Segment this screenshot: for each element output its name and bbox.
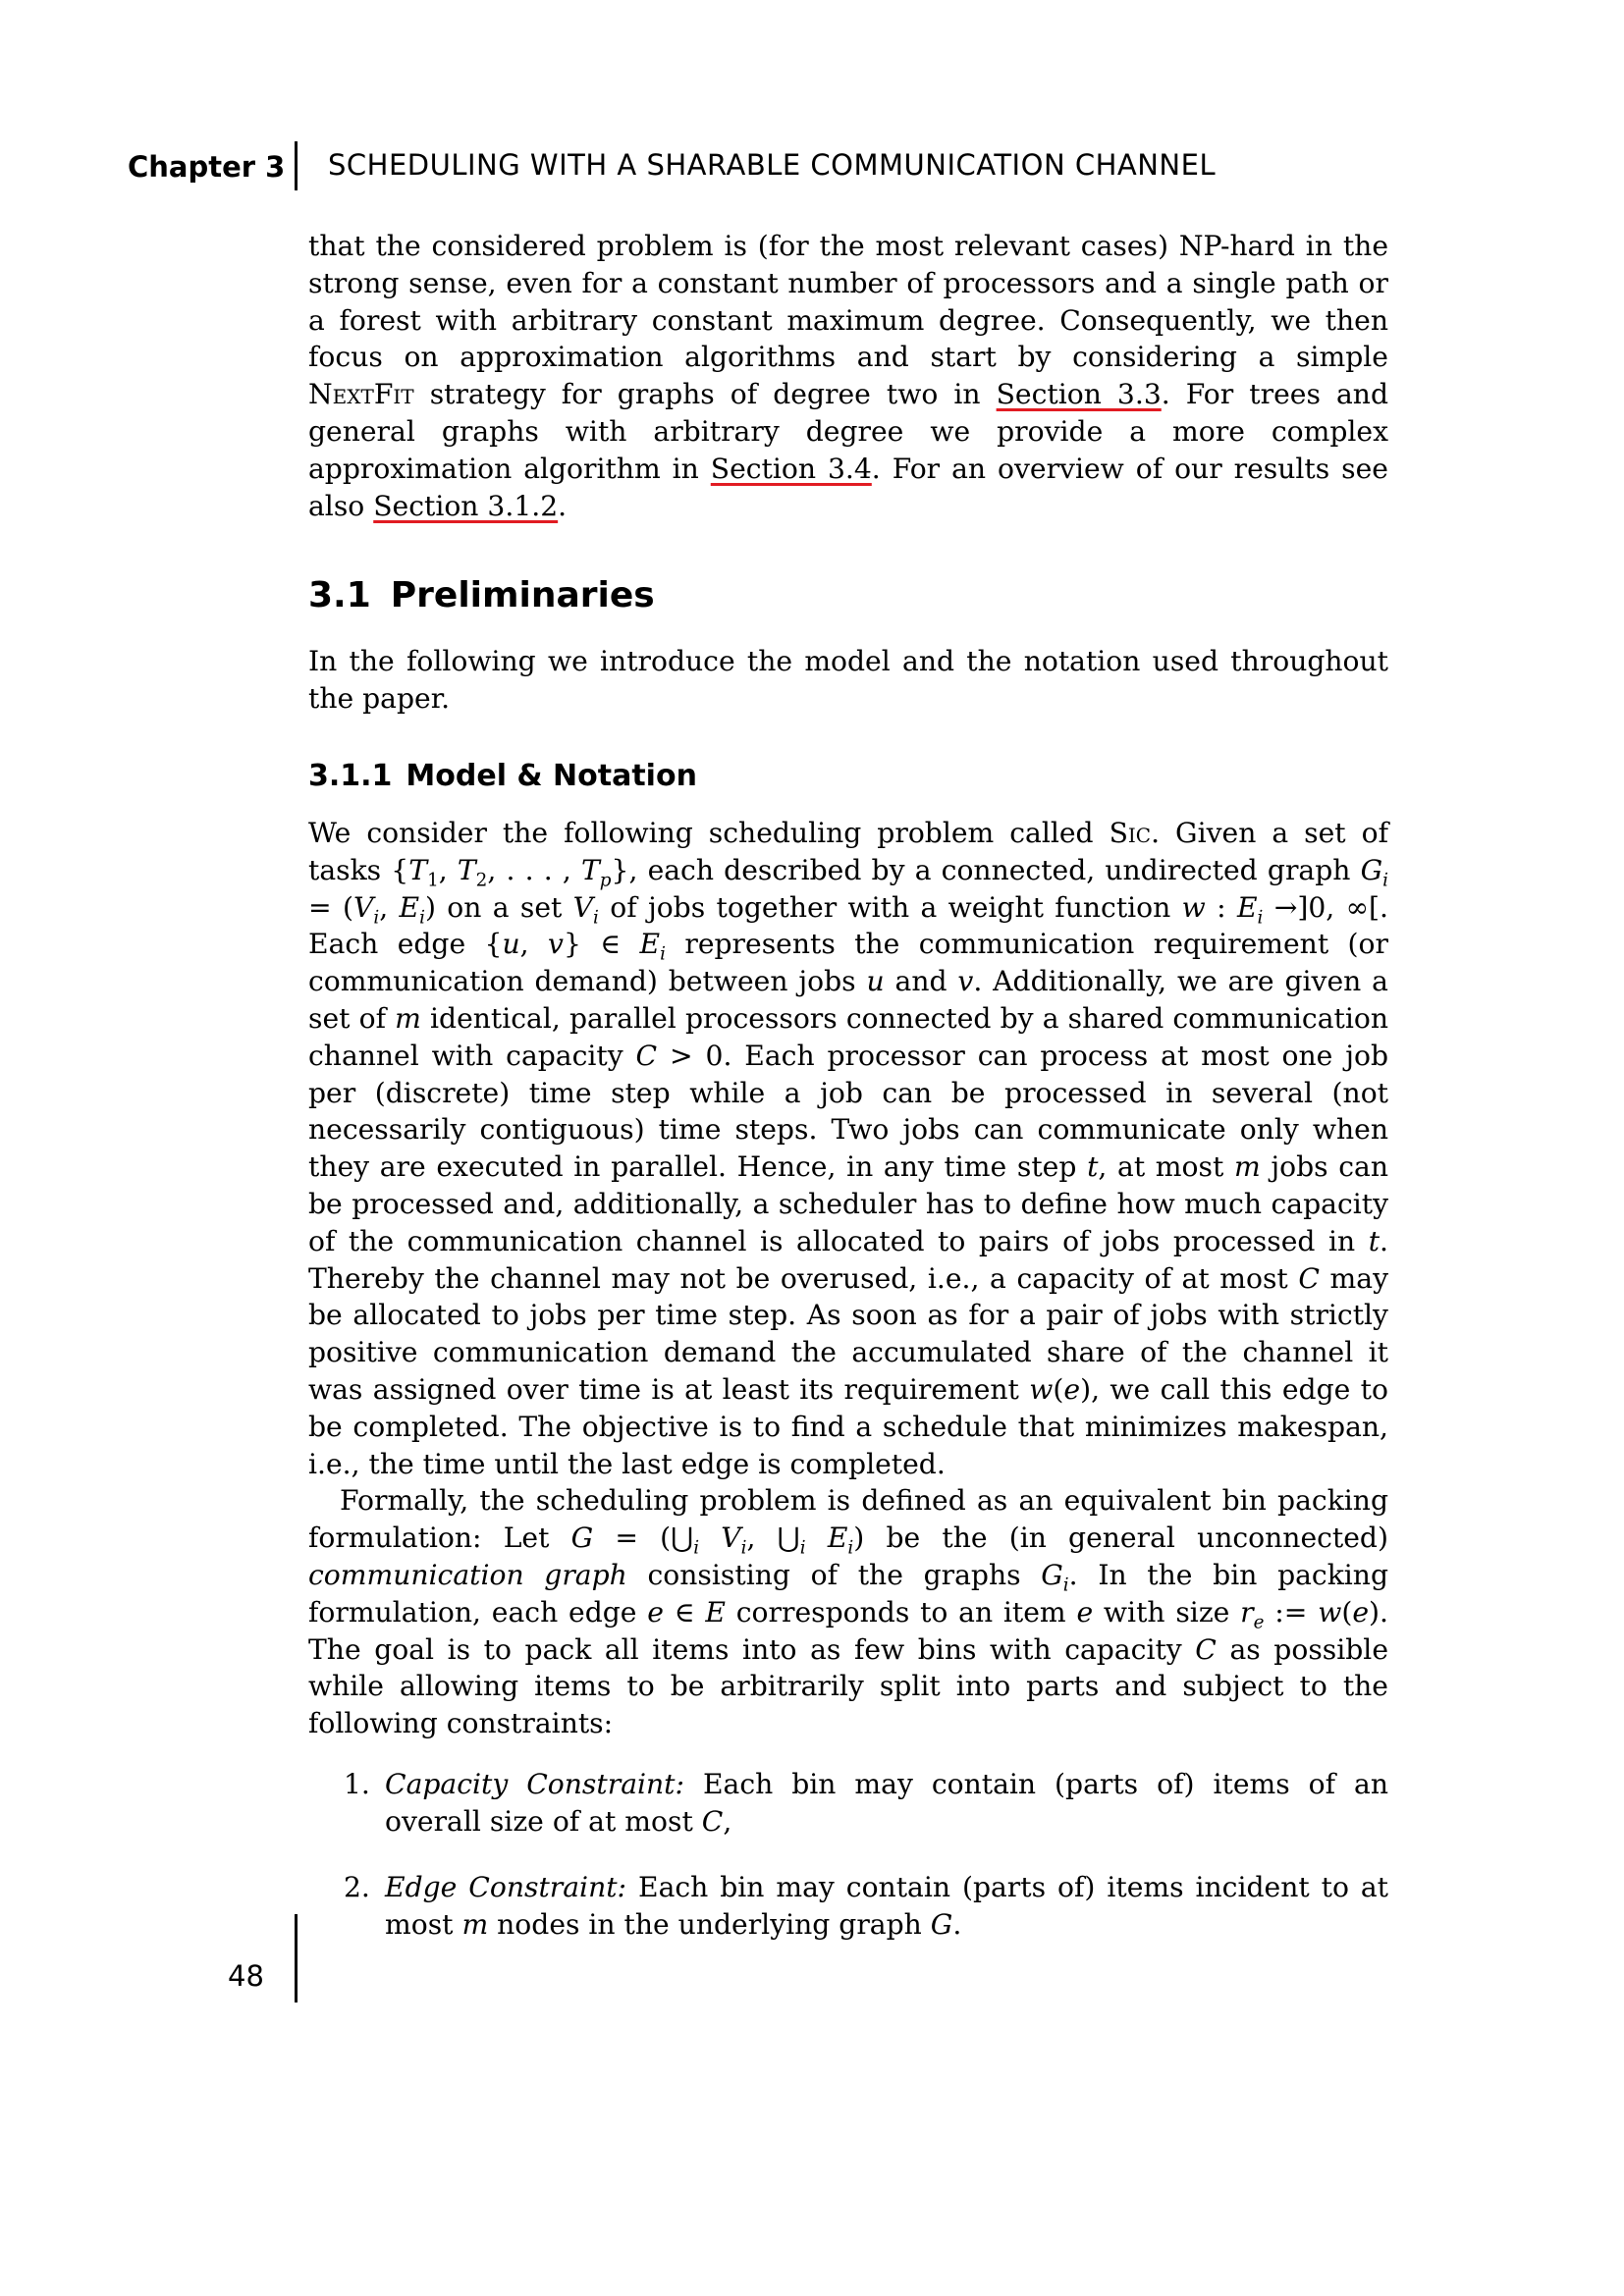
subsection-number: 3.1.1	[308, 758, 393, 793]
header-divider	[295, 141, 298, 190]
link-section-3-3[interactable]: Section 3.3	[996, 378, 1162, 411]
nextfit-term: NextFit	[308, 378, 414, 411]
sic-term: Sic	[1109, 816, 1152, 849]
intro-paragraph: that the considered problem is (for the most relevant cases) NP-hard in the strong sense, even for a constant number of processors and a single path or a forest with arbitrary constant maximum degree. Consequently, we then focus on approximation algorithms and start by considering a simple NextFit strategy for graphs of degree two in Section 3.3. For trees and general graphs with arbitrary degree we provide a more complex approximation algorithm in Section 3.4. For an overview of our results see also Section 3.1.2.	[308, 230, 1388, 522]
capacity-constraint-label: Capacity Constraint:	[385, 1767, 684, 1800]
formal-paragraph: Formally, the scheduling problem is defined as an equivalent bin packing formulation: Let $G = (⋃_i$ $V_i$, $⋃_i$ $E_i$) be the (in general unconnected) communication graph consisting of the graphs $G_i$. In the bin packing formulation, each edge e ∈ E corresponds to an item e with size $r_e$ := w(e). The goal is to pack all items into as few bins with capacity C as possible while allowing items to be arbitrarily split into parts and subject to the following constraints:	[308, 1484, 1389, 1740]
subsection-heading	[308, 759, 1388, 793]
subsection-title: Model & Notation	[406, 758, 697, 793]
list-item: 1. Capacity Constraint: Each bin may contain (parts of) items of an overall size of at most C,	[344, 1767, 1388, 1838]
list-item: 2. Edge Constraint: Each bin may contain (parts of) items incident to at most m nodes in the underlying graph G.	[344, 1871, 1388, 1942]
section-title: Preliminaries	[390, 575, 655, 616]
link-section-3-4[interactable]: Section 3.4	[710, 452, 872, 485]
chapter-label: Chapter 3	[128, 150, 286, 184]
chapter-title: SCHEDULING WITH A SHARABLE COMMUNICATION CHANNEL	[328, 148, 1217, 182]
running-header	[0, 141, 1624, 200]
section-heading	[308, 575, 1388, 615]
section-intro-paragraph: In the following we introduce the model and the notation used throughout the paper.	[308, 645, 1388, 716]
constraint-list	[308, 1766, 1388, 1944]
page-number: 48	[228, 1959, 264, 1993]
footer-divider	[295, 1914, 298, 2002]
section-number: 3.1	[308, 575, 371, 616]
model-paragraph: We consider the following scheduling problem called Sic. Given a set of tasks {$T_1$, $T_2$, . . . , $T_p$}, each described by a connected, undirected graph $G_i = (V_i$, $E_i$) on a set $V_i$ of jobs together with a weight function w : $E_i \to]0$, ∞[. Each edge {u, v} ∈ $E_i$ represents the communication requirement (or communication demand) between jobs u and v. Additionally, we are given a set of m identical, parallel processors connected by a shared communication channel with capacity C > 0. Each processor can process at most one job per (discrete) time step while a job can be processed in several (not necessarily contiguous) time steps. Two jobs can communicate only when they are executed in parallel. Hence, in any time step t, at most m jobs can be processed and, additionally, a scheduler has to define how much capacity of the communication channel is allocated to pairs of jobs processed in t. Thereby the channel may not be overused, i.e., a capacity of at most C may be allocated to jobs per time step. As soon as for a pair of jobs with strictly positive communication demand the accumulated share of the channel it was assigned over time is at least its requirement w(e), we call this edge to be completed. The objective is to find a schedule that minimizes makespan, i.e., the time until the last edge is completed.	[308, 816, 1389, 1480]
link-section-3-1-2[interactable]: Section 3.1.2	[373, 489, 559, 522]
edge-constraint-label: Edge Constraint:	[385, 1871, 627, 1904]
communication-graph-term: communication graph	[308, 1558, 627, 1591]
page-body	[308, 228, 1388, 1973]
